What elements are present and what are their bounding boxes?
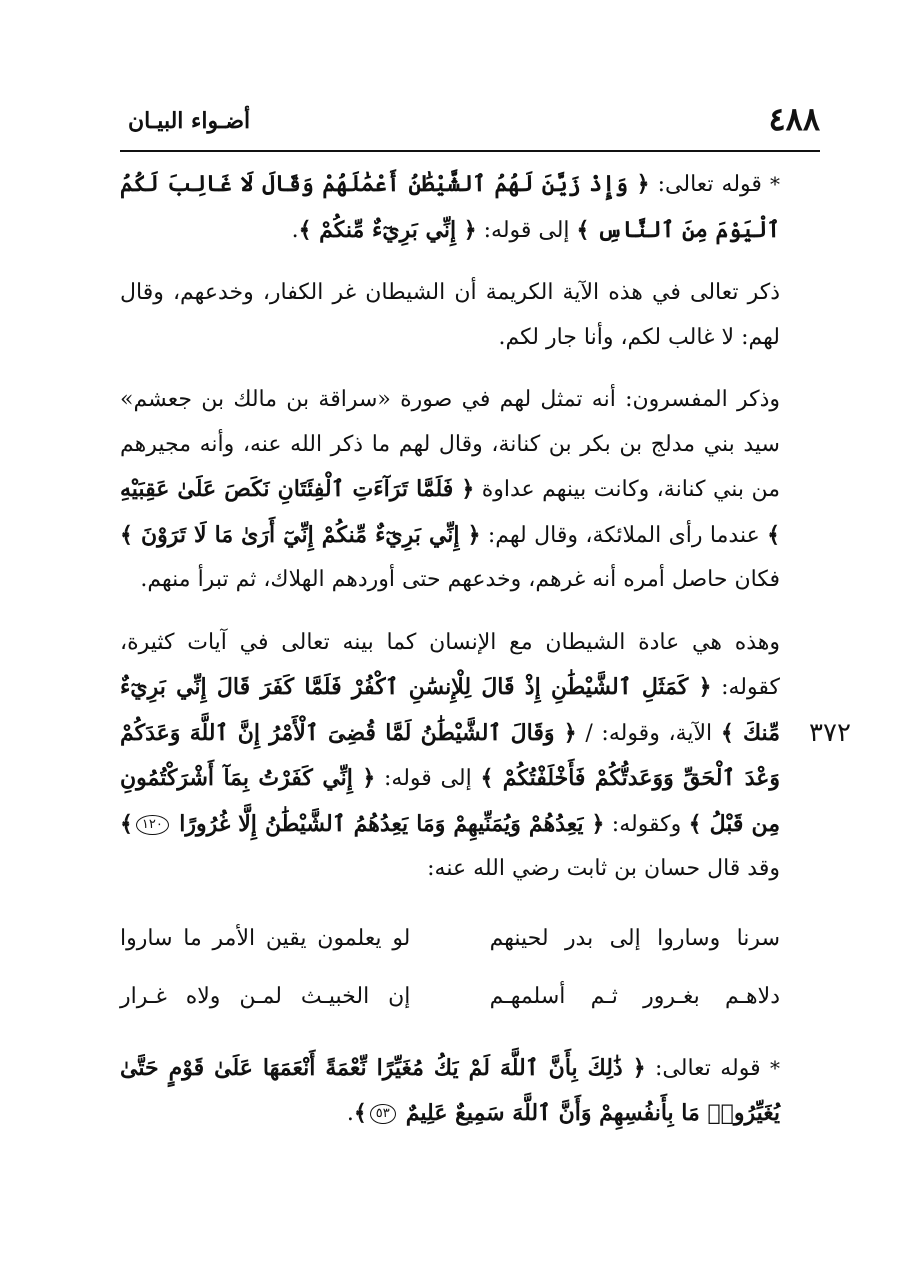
text-segment: فكان حاصل أمره أنه غرهم، وخدعهم حتى أوردهم الهلاك، ثم تبرأ منهم. [140,567,780,592]
quran-verse: ﴿ ذَٰلِكَ بِأَنَّ ٱللَّهَ لَمْ يَكُ مُغَيِّرًا نِّعْمَةً أَنْعَمَهَا عَلَىٰ قَوْمٍ حَتَّىٰ يُغَيِّرُوا۟ مَا بِأَنفُسِهِمْ وَأَنَّ ٱللَّهَ سَمِيعٌ عَلِيمٌ [120,1054,780,1126]
text-segment: إلى قوله: [383,766,472,791]
running-title: أضـواء البيـان [128,108,251,134]
quran-verse: ﴿ كَمَثَلِ ٱلشَّيْطَٰنِ إِذْ قَالَ لِلْإِنسَٰنِ ٱكْفُرْ فَلَمَّا كَفَرَ قَالَ إِنِّي بَرِيٓءٌ مِّنكَ ﴾ [120,674,780,746]
poem-second-hemistich: لو يعلمون يقين الأمر ما ساروا [120,925,411,951]
text-segment: وهذه هي عادة الشيطان مع الإنسان كما بينه تعالى في آيات كثيرة، كقوله: [120,629,780,700]
star-marker: * [770,1055,780,1080]
text-segment: قوله تعالى: [655,1055,761,1081]
poem-first-hemistich: سرنا وساروا إلى بدر لحينهم [489,925,780,951]
text-segment: وقد قال حسان بن ثابت رضي الله عنه: [427,856,780,881]
paragraph-1 [120,162,780,253]
quran-verse: ﴿ وَإِذْ زَيَّنَ لَهُمُ ٱلشَّيْطَٰنُ أَعْمَٰلَهُمْ وَقَالَ لَا غَالِبَ لَكُمُ ٱلْيَوْمَ مِنَ ٱلنَّاسِ ﴾ [120,171,780,243]
poem-line [120,968,780,1026]
page-header [120,100,820,148]
text-segment: . [291,217,299,243]
poem-line [120,910,780,968]
body-text [120,162,780,1155]
poem [120,910,780,1026]
paragraph-5 [120,1046,780,1137]
text-segment: إلى قوله: [483,217,570,243]
page-number: ٤٨٨ [768,100,820,138]
quran-verse: ﴿ وَقَالَ ٱلشَّيْطَٰنُ لَمَّا قُضِىَ ٱلْأَمْرُ إِنَّ ٱللَّهَ وَعَدَكُمْ وَعْدَ ٱلْحَقِّ وَوَعَدتُّكُمْ فَأَخْلَفْتُكُمْ ﴾ [120,719,781,791]
paragraph-3 [120,378,780,603]
quran-verse: ﴿ إِنِّي بَرِيٓءٌ مِّنكُمْ ﴾ [298,216,477,243]
poem-second-hemistich: إن الخبيـث لمـن ولاه غـرار [120,983,411,1009]
verse-number-marker: ٥٣ [370,1104,396,1124]
quran-verse: ﴿ إِنِّي كَفَرْتُ بِمَآ أَشْرَكْتُمُونِ مِن قَبْلُ ﴾ [120,765,780,837]
quran-verse-close: ﴾ [353,1100,367,1126]
quran-verse: ﴿ إِنِّي بَرِيٓءٌ مِّنكُمْ إِنِّيٓ أَرَىٰ مَا لَا تَرَوْنَ ﴾ [120,521,481,548]
margin-page-reference: ٣٧٢ [809,718,851,748]
quran-verse-close: ﴾ [120,810,133,837]
verse-number-marker: ١٢٠ [136,815,169,835]
paragraph-4 [120,621,780,892]
text-segment: الآية، وقوله: / [585,720,713,746]
text-segment: قوله تعالى: [657,172,762,197]
text-segment: وذكر المفسرون: أنه تمثل لهم في صورة «سراقة بن مالك بن جعشم» سيد بني مدلج بن بكر بن كنانة، وقال لهم ما ذكر الله عنه، وأنه مجيرهم من بني كنانة، وكانت بينهم عداوة [120,387,781,502]
text-segment: عندما رأى الملائكة، وقال لهم: [487,522,760,548]
text-segment: . [346,1101,354,1126]
quran-verse: ﴿ فَلَمَّا تَرَآءَتِ ٱلْفِئَتَانِ نَكَصَ عَلَىٰ عَقِبَيْهِ ﴾ [120,476,780,548]
quran-verse: ﴿ يَعِدُهُمْ وَيُمَنِّيهِمْ وَمَا يَعِدُهُمُ ٱلشَّيْطَٰنُ إِلَّا غُرُورًا [179,810,605,837]
star-marker: * [770,172,780,196]
header-rule [120,150,820,152]
text-segment: وكقوله: [611,811,682,837]
poem-first-hemistich: دلاهـم بغـرور ثـم أسلمهـم [489,983,780,1009]
paragraph-2: ذكر تعالى في هذه الآية الكريمة أن الشيطان غر الكفار، وخدعهم، وقال لهم: لا غالب لكم، وأنا جار لكم. [120,280,780,350]
